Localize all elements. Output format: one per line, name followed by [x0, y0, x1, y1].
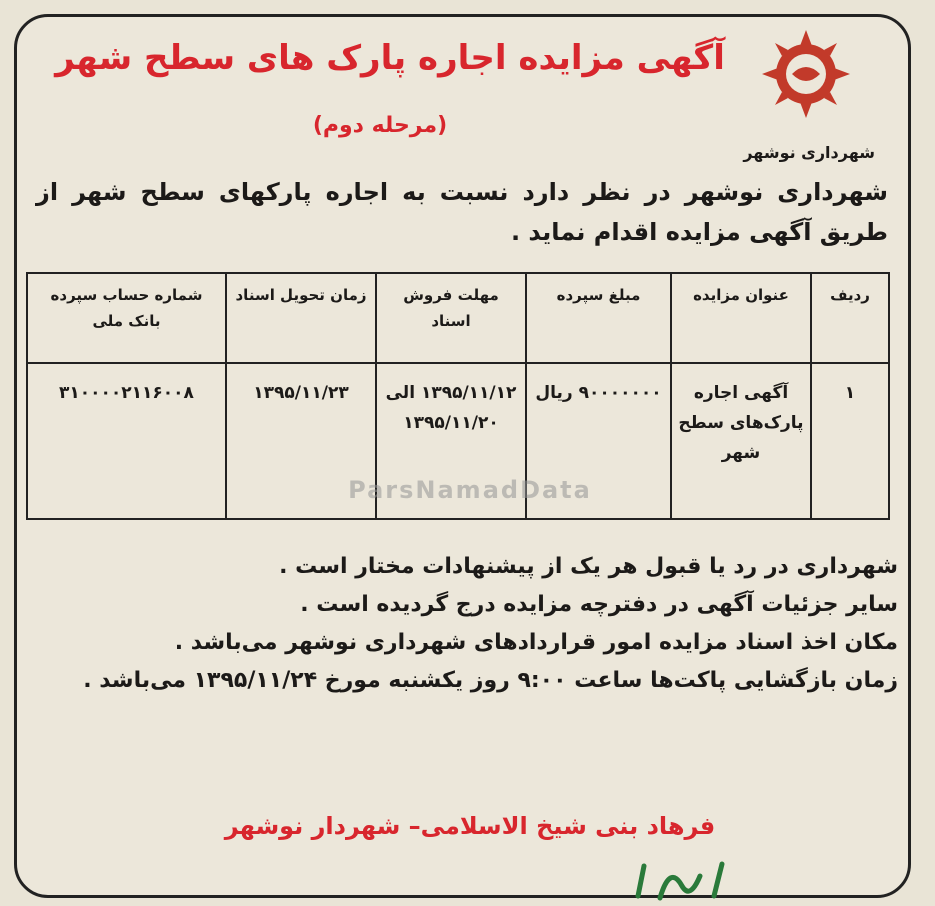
intro-paragraph: شهرداری نوشهر در نظر دارد نسبت به اجاره پارکهای سطح شهر از طریق آگهی مزایده اقدام نماید . [36, 178, 888, 246]
cell-sale-deadline: ۱۳۹۵/۱۱/۱۲ الی ۱۳۹۵/۱۱/۲۰ [376, 363, 526, 519]
paragraph-document-location: مکان اخذ اسناد مزایده امور قراردادهای شهرداری نوشهر می‌باشد . [174, 630, 898, 655]
header-account-number: شماره حساب سپرده بانک ملی [27, 273, 226, 363]
notice-title: آگهی مزایده اجاره پارک های سطح شهر [55, 38, 725, 78]
issuer-name: شهرداری نوشهر [743, 143, 875, 162]
header-sale-deadline: مهلت فروش اسناد [376, 273, 526, 363]
cell-deposit: ۹۰۰۰۰۰۰۰ ریال [526, 363, 671, 519]
paragraph-details: سایر جزئیات آگهی در دفترچه مزایده درج گردیده است . [300, 592, 898, 617]
notice-subtitle: (مرحله دوم) [312, 113, 448, 138]
handwritten-mark [630, 856, 740, 902]
header-deposit: مبلغ سپرده [526, 273, 671, 363]
paragraph-opening-time: زمان بازگشایی پاکت‌ها ساعت ۹:۰۰ روز یکشنبه مورخ ۱۳۹۵/۱۱/۲۴ می‌باشد . [83, 668, 898, 693]
municipality-logo [760, 28, 852, 120]
cell-delivery-time: ۱۳۹۵/۱۱/۲۳ [226, 363, 376, 519]
header-delivery-time: زمان تحویل اسناد [226, 273, 376, 363]
table-header-row [27, 273, 889, 363]
cell-index: ۱ [811, 363, 889, 519]
header-title: عنوان مزایده [671, 273, 811, 363]
body-text [36, 548, 898, 700]
header-index: ردیف [811, 273, 889, 363]
cell-account-number: ۳۱۰۰۰۰۲۱۱۶۰۰۸ [27, 363, 226, 519]
signature: فرهاد بنی شیخ الاسلامی– شهردار نوشهر [224, 812, 716, 840]
paragraph-rejection-right: شهرداری در رد یا قبول هر یک از پیشنهادات مختار است . [279, 554, 898, 579]
cell-title: آگهی اجاره پارک‌های سطح شهر [671, 363, 811, 519]
watermark: ParsNamadData [348, 476, 592, 504]
